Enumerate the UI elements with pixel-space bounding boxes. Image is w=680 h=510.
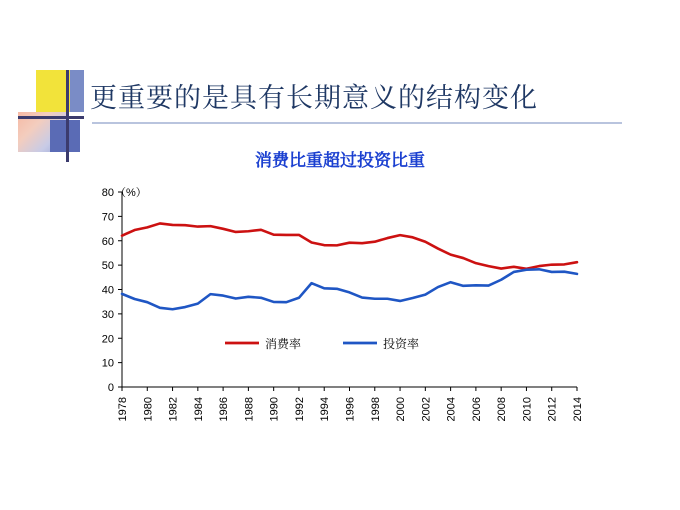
y-tick-label: 10 xyxy=(101,357,114,370)
x-tick-label: 1990 xyxy=(268,397,281,422)
x-tick-label: 1994 xyxy=(319,397,332,422)
x-tick-label: 1992 xyxy=(293,397,306,422)
y-tick-label: 70 xyxy=(101,211,114,224)
y-axis xyxy=(102,187,122,394)
chart-subtitle: 消费比重超过投资比重 xyxy=(255,151,425,170)
x-tick-label: 1986 xyxy=(218,397,231,422)
chart-legend xyxy=(225,336,419,351)
x-tick-label: 1982 xyxy=(167,397,180,422)
x-tick-label: 2004 xyxy=(445,397,458,422)
y-tick-label: 50 xyxy=(101,260,114,273)
x-tick-label: 2006 xyxy=(470,397,483,422)
x-tick-label: 2000 xyxy=(395,397,408,422)
x-tick-label: 2014 xyxy=(572,397,584,422)
x-tick-label: 2008 xyxy=(496,397,509,422)
chart-svg xyxy=(70,182,610,452)
x-tick-label: 1996 xyxy=(344,397,357,422)
chart-series xyxy=(122,223,577,309)
x-tick-label: 1998 xyxy=(369,397,382,422)
x-axis xyxy=(117,387,584,421)
series-line-2 xyxy=(122,269,577,309)
x-tick-label: 1980 xyxy=(142,397,155,422)
x-tick-label: 2010 xyxy=(521,397,534,422)
series-line-1 xyxy=(122,223,577,268)
x-tick-label: 1984 xyxy=(192,397,205,422)
line-chart xyxy=(70,182,610,452)
y-axis-unit-label: （%） xyxy=(115,187,147,199)
y-tick-label: 80 xyxy=(101,187,114,199)
x-tick-label: 1978 xyxy=(117,397,129,422)
y-tick-label: 30 xyxy=(101,308,114,321)
y-tick-label: 0 xyxy=(107,382,114,394)
y-tick-label: 60 xyxy=(101,235,114,248)
y-tick-label: 40 xyxy=(101,284,114,297)
y-tick-label: 20 xyxy=(101,333,114,346)
legend-label-1: 消费率 xyxy=(265,337,302,351)
decoration-blue-bar xyxy=(70,70,84,112)
legend-label-2: 投资率 xyxy=(383,337,420,351)
x-tick-label: 2002 xyxy=(420,397,433,422)
x-tick-label: 2012 xyxy=(546,397,559,422)
decoration-horizontal-line xyxy=(18,116,84,119)
page-title: 更重要的是具有长期意义的结构变化 xyxy=(90,83,538,113)
decoration-yellow-block xyxy=(36,70,70,112)
title-divider xyxy=(92,122,622,124)
x-tick-label: 1988 xyxy=(243,397,256,422)
